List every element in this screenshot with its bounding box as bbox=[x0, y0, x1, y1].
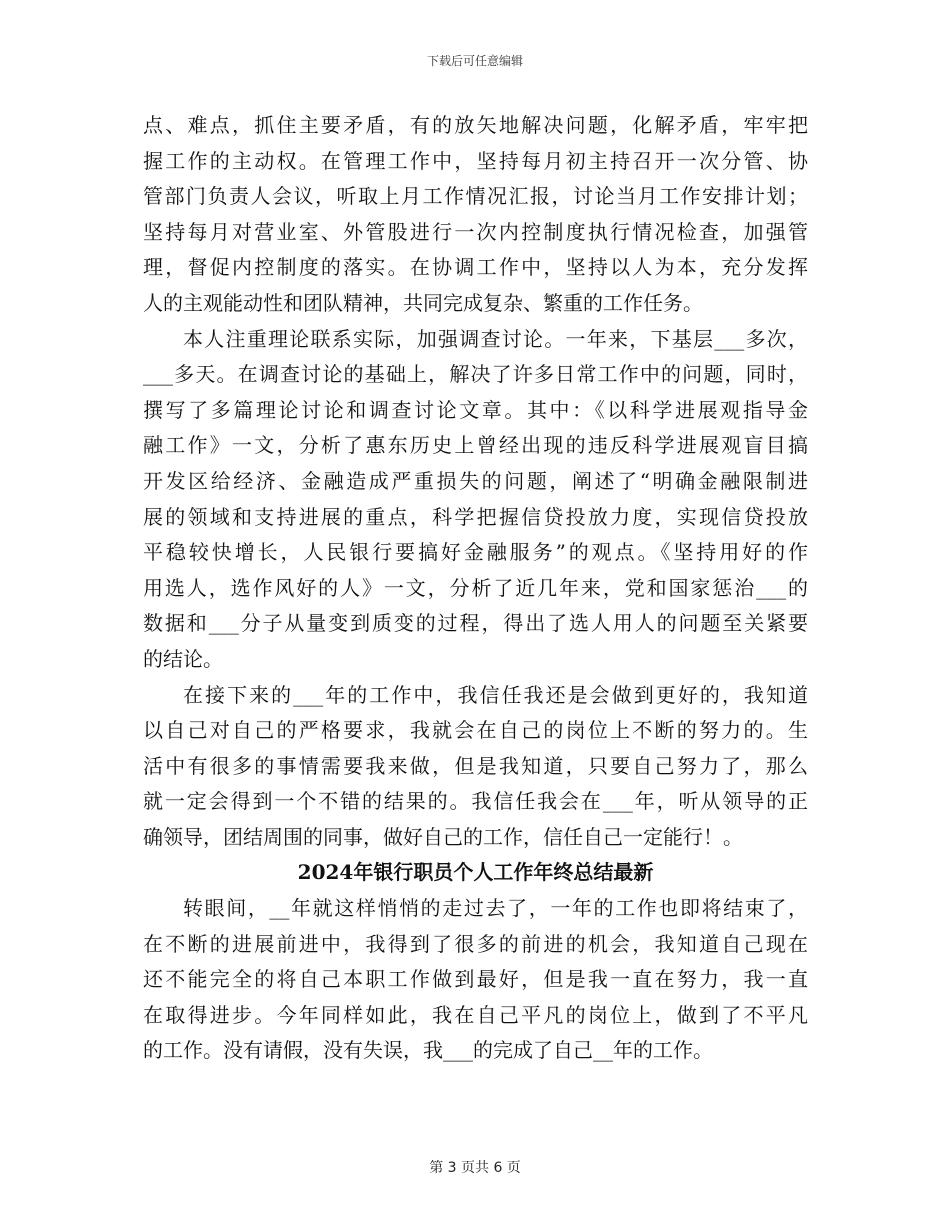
text-line: ___多天。在调查讨论的基础上，解决了许多日常工作中的问题，同时， bbox=[143, 362, 808, 387]
page-footer: 第 3 页共 6 页 bbox=[429, 1160, 521, 1176]
text-line: 坚持每月对营业室、外管股进行一次内控制度执行情况检查，加强管 bbox=[143, 219, 808, 244]
text-line: 点、难点，抓住主要矛盾，有的放矢地解决问题，化解矛盾，牢牢把 bbox=[143, 113, 808, 137]
paragraph bbox=[143, 322, 808, 678]
text-line: 用选人，选作风好的人》一文，分析了近几年来，党和国家惩治___的 bbox=[143, 575, 808, 600]
text-line: 在取得进步。今年同样如此，我在自己平凡的岗位上，做到了不平凡 bbox=[143, 1002, 808, 1027]
text-line: 活中有很多的事情需要我来做，但是我知道，只要自己努力了，那么 bbox=[143, 753, 808, 778]
text-line: 确领导，团结周围的同事，做好自己的工作，信任自己一定能行！。 bbox=[143, 824, 743, 849]
text-line: 在不断的进展前进中，我得到了很多的前进的机会，我知道自己现在 bbox=[143, 931, 808, 956]
paragraph bbox=[143, 108, 808, 322]
text-line: 展的领域和支持进展的重点，科学把握信贷投放力度，实现信贷投放 bbox=[143, 504, 808, 529]
text-line: 就一定会得到一个不错的结果的。我信任我会在___年，听从领导的正 bbox=[143, 789, 808, 814]
text-line: 转眼间，__年就这样悄悄的走过去了，一年的工作也即将结束了， bbox=[183, 896, 808, 921]
text-line: 以自己对自己的严格要求，我就会在自己的岗位上不断的努力的。生 bbox=[143, 718, 808, 743]
text-line: 撰写了多篇理论讨论和调查讨论文章。其中：《以科学进展观指导金 bbox=[143, 397, 808, 422]
text-line: 管部门负责人会议，听取上月工作情况汇报，讨论当月工作安排计划； bbox=[143, 184, 808, 209]
text-line: 人的主观能动性和团队精神，共同完成复杂、繁重的工作任务。 bbox=[143, 290, 703, 315]
text-line: 平稳较快增长，人民银行要搞好金融服务”的观点。《坚持用好的作 bbox=[143, 540, 808, 565]
text-line: 握工作的主动权。在管理工作中，坚持每月初主持召开一次分管、协 bbox=[143, 148, 808, 173]
text-line: 开发区给经济、金融造成严重损失的问题，阐述了“明确金融限制进 bbox=[143, 468, 808, 493]
text-line: 数据和___分子从量变到质变的过程，得出了选人用人的问题至关紧要 bbox=[143, 611, 808, 636]
paragraph bbox=[143, 678, 808, 856]
section-title: 2024年银行职员个人工作年终总结最新 bbox=[297, 860, 654, 885]
paragraph bbox=[143, 891, 808, 1069]
text-line: 融工作》一文，分析了惠东历史上曾经出现的违反科学进展观盲目搞 bbox=[143, 433, 808, 458]
text-line: 本人注重理论联系实际，加强调查讨论。一年来，下基层___多次， bbox=[183, 326, 808, 351]
text-line: 还不能完全的将自己本职工作做到最好，但是我一直在努力，我一直 bbox=[143, 967, 808, 992]
text-line: 的工作。没有请假，没有失误，我___的完成了自己__年的工作。 bbox=[143, 1038, 713, 1063]
page-header: 下载后可任意编辑 bbox=[426, 54, 523, 68]
text-line: 的结论。 bbox=[143, 646, 223, 671]
text-line: 理，督促内控制度的落实。在协调工作中，坚持以人为本，充分发挥 bbox=[143, 255, 808, 280]
document-body bbox=[143, 108, 808, 1069]
text-line: 在接下来的___年的工作中，我信任我还是会做到更好的，我知道 bbox=[183, 682, 808, 707]
